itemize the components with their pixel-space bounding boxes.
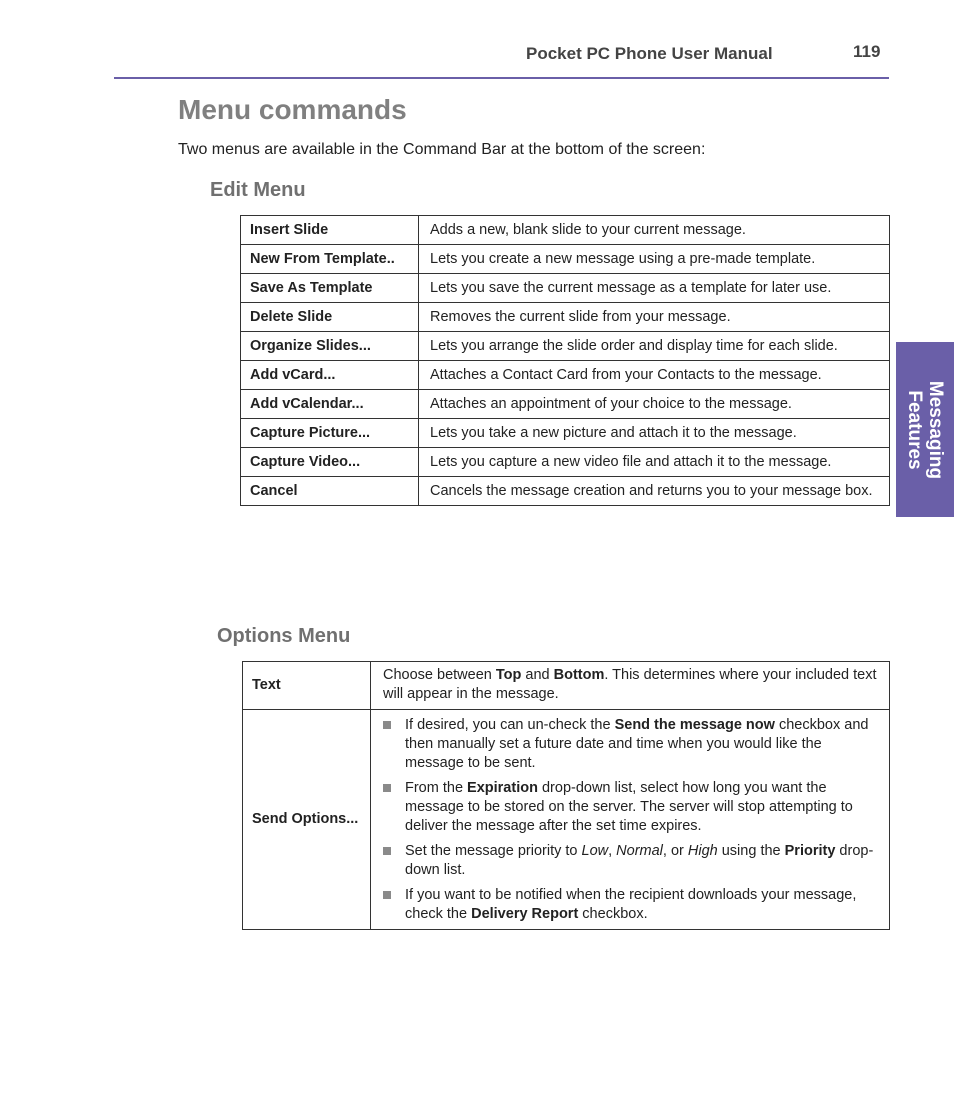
bullet-text: Set the message priority to bbox=[405, 843, 582, 859]
table-row bbox=[243, 710, 890, 930]
bullet-text: checkbox. bbox=[578, 906, 648, 922]
command-description: Removes the current slide from your message. bbox=[419, 303, 890, 332]
text-row-desc-part: and bbox=[521, 667, 554, 683]
option-name: Text bbox=[243, 662, 371, 710]
table-row bbox=[241, 419, 890, 448]
text-row-desc-part: . This determines where your included text will appear in the message. bbox=[383, 667, 877, 702]
priority-low: Low bbox=[581, 843, 609, 859]
bullet-text: , bbox=[608, 843, 617, 859]
list-item bbox=[383, 716, 881, 773]
command-name: Capture Video... bbox=[241, 448, 419, 477]
command-name: Insert Slide bbox=[241, 216, 419, 245]
options-menu-heading: Options Menu bbox=[217, 625, 351, 647]
side-tab-line: Features bbox=[904, 390, 925, 470]
bullet-text: drop-down list, select how long you want the message to be stored on the server. The server will stop attempting to deliver the message after the set time expires. bbox=[405, 780, 853, 834]
intro-text: Two menus are available in the Command Bar at the bottom of the screen: bbox=[178, 141, 706, 158]
priority-list-name: Priority bbox=[784, 843, 836, 859]
option-description bbox=[371, 710, 890, 930]
table-row bbox=[241, 477, 890, 506]
top-keyword: Top bbox=[495, 667, 522, 683]
table-row bbox=[241, 216, 890, 245]
table-row bbox=[241, 448, 890, 477]
command-name: Delete Slide bbox=[241, 303, 419, 332]
expiration-list-name: Expiration bbox=[467, 780, 538, 796]
table-row bbox=[241, 361, 890, 390]
bullet-text: checkbox and then manually set a future date and time when you would like the message to be sent. bbox=[405, 717, 869, 771]
bullet-square-icon bbox=[383, 721, 391, 729]
table-row bbox=[241, 332, 890, 361]
command-description: Lets you take a new picture and attach it to the message. bbox=[419, 419, 890, 448]
bullet-text: using the bbox=[717, 843, 785, 859]
bullet-square-icon bbox=[383, 891, 391, 899]
command-description: Lets you save the current message as a template for later use. bbox=[419, 274, 890, 303]
priority-high: High bbox=[687, 843, 718, 859]
send-now-checkbox-name: Send the message now bbox=[614, 717, 775, 733]
bullet-square-icon bbox=[383, 784, 391, 792]
command-name: New From Template.. bbox=[241, 245, 419, 274]
bullet-text: drop-down list. bbox=[405, 843, 874, 878]
bottom-keyword: Bottom bbox=[553, 667, 605, 683]
command-name: Save As Template bbox=[241, 274, 419, 303]
bullet-text: , or bbox=[662, 843, 688, 859]
page-number: 119 bbox=[853, 42, 881, 61]
table-row bbox=[243, 662, 890, 710]
send-options-list bbox=[383, 714, 881, 924]
command-name: Capture Picture... bbox=[241, 419, 419, 448]
bullet-text: If desired, you can un-check the bbox=[405, 717, 615, 733]
text-row-desc-part: Choose between bbox=[383, 667, 496, 683]
command-description: Attaches a Contact Card from your Contacts to the message. bbox=[419, 361, 890, 390]
bullet-square-icon bbox=[383, 847, 391, 855]
command-name: Add vCard... bbox=[241, 361, 419, 390]
section-side-tab bbox=[896, 342, 954, 517]
command-name: Add vCalendar... bbox=[241, 390, 419, 419]
side-tab-line: Messaging bbox=[925, 380, 946, 480]
delivery-report-checkbox-name: Delivery Report bbox=[471, 906, 579, 922]
command-description: Adds a new, blank slide to your current message. bbox=[419, 216, 890, 245]
option-description bbox=[371, 662, 890, 710]
manual-title: Pocket PC Phone User Manual bbox=[526, 44, 773, 63]
header-divider bbox=[114, 77, 889, 79]
page-title: Menu commands bbox=[178, 94, 407, 125]
side-tab-label bbox=[904, 381, 946, 479]
list-item bbox=[383, 842, 881, 880]
command-description: Lets you arrange the slide order and display time for each slide. bbox=[419, 332, 890, 361]
table-row bbox=[241, 274, 890, 303]
table-row bbox=[241, 245, 890, 274]
bullet-text: From the bbox=[405, 780, 468, 796]
command-name: Cancel bbox=[241, 477, 419, 506]
bullet-text: If you want to be notified when the recipient downloads your message, check the bbox=[405, 887, 857, 922]
option-name: Send Options... bbox=[243, 710, 371, 930]
command-description: Lets you create a new message using a pre-made template. bbox=[419, 245, 890, 274]
table-row bbox=[241, 303, 890, 332]
command-description: Attaches an appointment of your choice to the message. bbox=[419, 390, 890, 419]
priority-normal: Normal bbox=[616, 843, 663, 859]
list-item bbox=[383, 779, 881, 836]
edit-menu-heading: Edit Menu bbox=[210, 179, 306, 201]
command-description: Cancels the message creation and returns you to your message box. bbox=[419, 477, 890, 506]
command-description: Lets you capture a new video file and attach it to the message. bbox=[419, 448, 890, 477]
table-row bbox=[241, 390, 890, 419]
list-item bbox=[383, 886, 881, 924]
command-name: Organize Slides... bbox=[241, 332, 419, 361]
edit-menu-table bbox=[240, 215, 890, 506]
options-menu-table bbox=[242, 661, 890, 930]
